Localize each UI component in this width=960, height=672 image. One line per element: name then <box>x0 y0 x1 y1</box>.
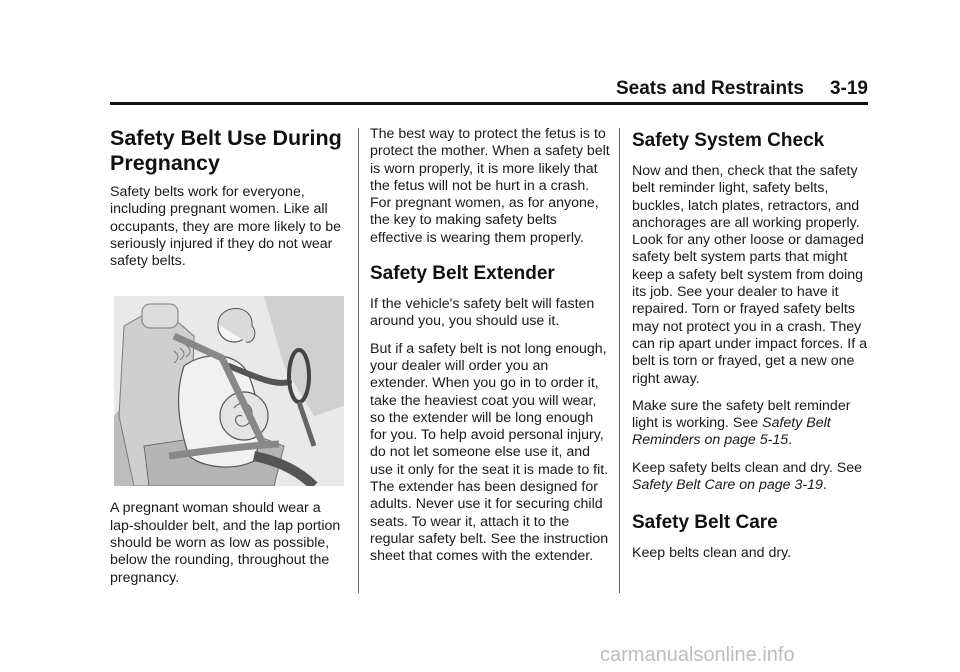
column-divider <box>358 128 359 593</box>
section-heading: Safety Belt Extender <box>370 263 555 285</box>
header-rule <box>110 102 868 105</box>
pregnant-woman-seatbelt-illustration <box>114 296 344 486</box>
column-2 <box>370 118 610 576</box>
text: . <box>788 432 793 449</box>
text: Make sure the safety belt reminder light is working. See <box>632 397 851 432</box>
section-heading: Safety Belt Care <box>632 512 778 534</box>
column-3 <box>632 118 868 573</box>
column-divider <box>619 128 620 593</box>
page-number: 3-19 <box>829 78 868 99</box>
text: Keep safety belts clean and dry. See <box>632 459 863 476</box>
section-heading: Safety Belt Use During Pregnancy <box>110 126 342 175</box>
paragraph: If the vehicle's safety belt will fasten around you, you should use it. <box>370 296 595 330</box>
paragraph <box>632 398 868 450</box>
paragraph: But if a safety belt is not long enough, your dealer will order you an extender. When you go in to order it, take the heaviest coat you will wear, so the extender will be long enough for you. To help avoid personal injury, do not let someone else use it, and use it only for the seat it is made to fit. The extender has been designed for adults. Never use it for securing child seats. To wear it, attach it to the regular safety belt. See the instruction sheet that comes with the extender. <box>370 340 609 565</box>
cross-reference-link[interactable]: Safety Belt Reminders on page 5-15 <box>632 415 831 449</box>
paragraph: The best way to protect the fetus is to protect the mother. When a safety belt is worn properly, it is more likely that the fetus will not be hurt in a crash. For pregnant women, as for anyone, the key to making safety belts effective is wearing them properly. <box>370 126 610 246</box>
section-heading: Safety System Check <box>632 130 825 151</box>
column-1 <box>110 118 346 597</box>
watermark: carmanualsonline.info <box>600 644 795 666</box>
paragraph: Safety belts work for everyone, including pregnant women. Like all occupants, they are more likely to be seriously injured if they do not wear safety belts. <box>110 184 342 270</box>
paragraph: Now and then, check that the safety belt reminder light, safety belts, buckles, latch plates, retractors, and anchorages are all working properly. Look for any other loose or damaged safety belt system parts that might keep a safety belt system from doing its job. See your dealer to have it repaired. Torn or frayed safety belts may not protect you in a crash. They can rip apart under impact forces. If a belt is torn or frayed, get a new one right away. <box>632 163 867 387</box>
illustration-svg <box>114 296 344 486</box>
text: . <box>822 477 827 494</box>
paragraph: A pregnant woman should wear a lap-shoulder belt, and the lap portion should be worn as low as possible, below the rounding, throughout the pregnancy. <box>110 500 341 586</box>
section-title: Seats and Restraints <box>616 78 804 99</box>
paragraph: Keep belts clean and dry. <box>632 545 792 562</box>
cross-reference-link[interactable]: Safety Belt Care on page 3-19 <box>632 477 823 494</box>
paragraph <box>632 460 868 495</box>
page-header <box>110 78 868 100</box>
